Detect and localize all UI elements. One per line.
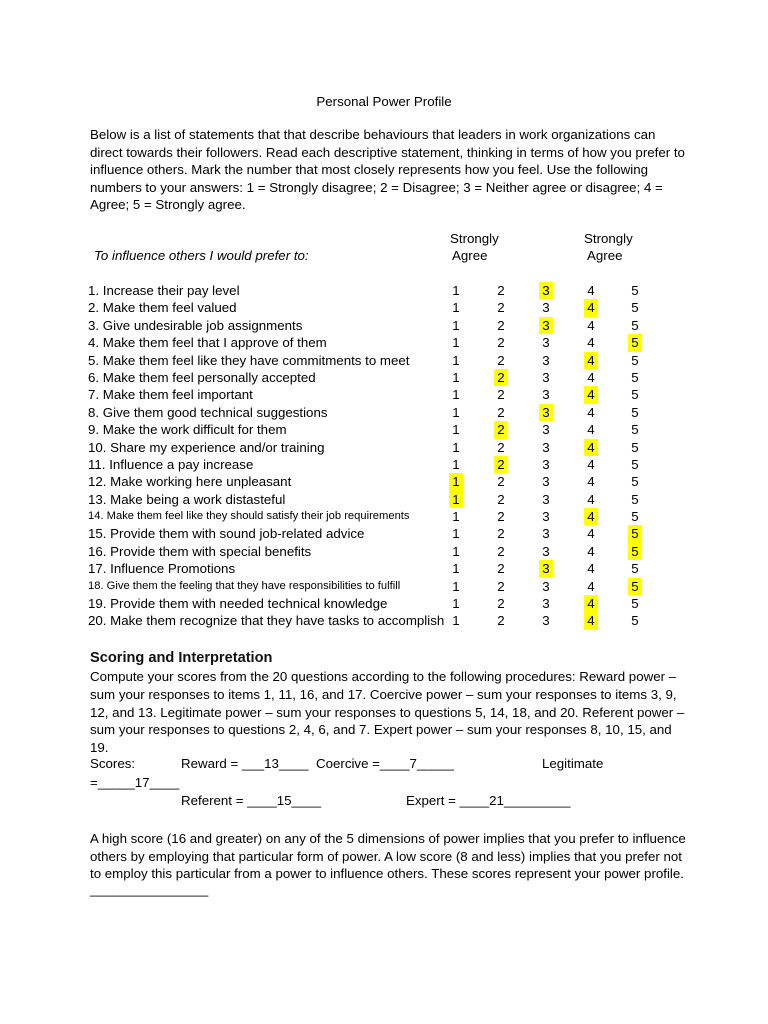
statement-text: 10. Share my experience and/or training — [88, 439, 325, 455]
rating-option: 4 — [587, 283, 595, 298]
scores-line-2 — [90, 793, 730, 811]
statement-text: 13. Make being a work distasteful — [88, 491, 286, 507]
selected-rating: 4 — [584, 439, 598, 456]
rating-option: 4 — [587, 578, 595, 594]
agree-left-label: Agree — [452, 248, 488, 263]
rating-option: 3 — [542, 578, 550, 594]
rating-option: 4 — [587, 456, 595, 472]
selected-rating: 2 — [494, 421, 508, 438]
table-header — [0, 231, 768, 271]
statement-text: 1. Increase their pay level — [88, 283, 240, 298]
statement-row — [0, 612, 768, 629]
statement-text: 17. Influence Promotions — [88, 561, 236, 577]
rating-option: 2 — [497, 561, 505, 577]
rating-option: 1 — [452, 317, 460, 333]
statement-row — [0, 525, 768, 542]
rating-option: 3 — [542, 439, 550, 455]
rating-option: 3 — [542, 422, 550, 438]
rating-option: 1 — [452, 283, 460, 298]
agree-right-label: Agree — [587, 248, 623, 263]
statement-text: 11. Influence a pay increase — [88, 456, 254, 472]
rating-option: 4 — [587, 543, 595, 559]
rating-option: 2 — [497, 352, 505, 368]
rating-option: 2 — [497, 404, 505, 420]
rating-option: 1 — [452, 404, 460, 420]
referent-score: Referent = ____15____ — [181, 793, 322, 808]
rating-option: 4 — [587, 317, 595, 333]
rating-option: 4 — [587, 491, 595, 507]
strongly-left-label: Strongly — [450, 231, 499, 246]
statement-row — [0, 386, 768, 403]
rating-option: 4 — [587, 422, 595, 438]
rating-option: 5 — [631, 422, 639, 438]
rating-option: 4 — [587, 526, 595, 542]
rating-option: 2 — [497, 335, 505, 351]
strongly-right-label: Strongly — [584, 231, 633, 246]
rating-option: 4 — [587, 335, 595, 351]
selected-rating: 4 — [584, 352, 598, 369]
rating-option: 2 — [497, 596, 505, 612]
statement-text: 2. Make them feel valued — [88, 300, 237, 316]
rating-option: 1 — [452, 439, 460, 455]
prefer-heading: To influence others I would prefer to: — [94, 248, 309, 263]
rating-option: 1 — [452, 352, 460, 368]
selected-rating: 4 — [584, 299, 598, 316]
rating-option: 4 — [587, 474, 595, 490]
statement-text: 19. Provide them with needed technical knowledge — [88, 596, 388, 612]
rating-option: 5 — [631, 317, 639, 333]
rating-option: 2 — [497, 474, 505, 490]
rating-option: 2 — [497, 317, 505, 333]
statement-text: 9. Make the work difficult for them — [88, 422, 287, 438]
rating-option: 5 — [631, 509, 639, 525]
selected-rating: 4 — [584, 612, 598, 629]
selected-rating: 4 — [584, 595, 598, 612]
statement-row — [0, 560, 768, 577]
rating-option: 5 — [631, 596, 639, 612]
selected-rating: 3 — [539, 560, 553, 577]
selected-rating: 1 — [449, 491, 463, 508]
rating-option: 3 — [542, 509, 550, 525]
rating-option: 1 — [452, 526, 460, 542]
selected-rating: 3 — [539, 282, 553, 299]
statement-row — [0, 473, 768, 490]
legitimate-score: =_____17____ — [90, 775, 180, 790]
rating-option: 5 — [631, 561, 639, 577]
rating-option: 1 — [452, 561, 460, 577]
statement-row — [0, 334, 768, 351]
statement-row — [0, 595, 768, 612]
rating-option: 5 — [631, 387, 639, 403]
statement-text: 15. Provide them with sound job-related advice — [88, 526, 365, 542]
statement-text: 14. Make them feel like they should satisfy their job requirements — [88, 510, 410, 523]
rating-option: 1 — [452, 578, 460, 594]
scores-label: Scores: — [90, 756, 136, 771]
statement-row — [0, 317, 768, 334]
rating-option: 2 — [497, 578, 505, 594]
closing-rule: ________________ — [90, 882, 209, 897]
selected-rating: 3 — [539, 317, 553, 334]
rating-option: 3 — [542, 474, 550, 490]
selected-rating: 4 — [584, 508, 598, 525]
rating-option: 5 — [631, 456, 639, 472]
rating-option: 2 — [497, 387, 505, 403]
rating-option: 2 — [497, 613, 505, 629]
rating-option: 1 — [452, 543, 460, 559]
rating-option: 3 — [542, 543, 550, 559]
rating-option: 4 — [587, 561, 595, 577]
rating-option: 4 — [587, 404, 595, 420]
selected-rating: 4 — [584, 386, 598, 403]
statement-row — [0, 456, 768, 473]
rating-option: 1 — [452, 369, 460, 385]
rating-option: 3 — [542, 596, 550, 612]
rating-option: 2 — [497, 526, 505, 542]
selected-rating: 2 — [494, 456, 508, 473]
rating-option: 5 — [631, 283, 639, 298]
rating-option: 3 — [542, 300, 550, 316]
rating-option: 2 — [497, 509, 505, 525]
statement-row — [0, 543, 768, 560]
rating-option: 5 — [631, 369, 639, 385]
rating-option: 1 — [452, 613, 460, 629]
rating-option: 1 — [452, 509, 460, 525]
selected-rating: 5 — [628, 334, 642, 351]
rating-option: 2 — [497, 439, 505, 455]
rating-option: 5 — [631, 491, 639, 507]
statement-text: 3. Give undesirable job assignments — [88, 317, 303, 333]
rating-option: 3 — [542, 526, 550, 542]
statement-text: 18. Give them the feeling that they have responsibilities to fulfill — [88, 579, 401, 592]
rating-option: 4 — [587, 369, 595, 385]
rating-option: 2 — [497, 300, 505, 316]
rating-option: 3 — [542, 387, 550, 403]
rating-option: 2 — [497, 491, 505, 507]
rating-option: 5 — [631, 404, 639, 420]
scoring-paragraph: Compute your scores from the 20 questions according to the following procedures: Reward power –sum your responses to items 1, 11, 16, and 17. Coercive power – sum your responses to items 3, 9, 12, and 13. Legitimate power – sum your responses to questions 5, 14, 18, and 20. Referent power – sum your responses to questions 2, 4, 6, and 7. Expert power – sum your responses 8, 10, 15, and 19. — [90, 669, 685, 756]
rating-option: 3 — [542, 369, 550, 385]
closing-paragraph: A high score (16 and greater) on any of the 5 dimensions of power implies that you prefer to influence others by employing that particular form of power. A low score (8 and less) implies that you prefer not to employ this particular from a power to influence others. These scores represent your power profile. — [90, 831, 686, 882]
rating-option: 3 — [542, 352, 550, 368]
statement-row — [0, 439, 768, 456]
statement-text: 4. Make them feel that I approve of them — [88, 335, 327, 351]
rating-option: 2 — [497, 543, 505, 559]
expert-score: Expert = ____21_________ — [406, 793, 571, 808]
scoring-heading: Scoring and Interpretation — [90, 650, 273, 666]
page-title: Personal Power Profile — [316, 94, 452, 109]
rating-option: 3 — [542, 613, 550, 629]
statement-row — [0, 421, 768, 438]
statement-text: 20. Make them recognize that they have tasks to accomplish — [88, 613, 445, 629]
rating-option: 1 — [452, 387, 460, 403]
rating-option: 5 — [631, 613, 639, 629]
rating-option: 1 — [452, 596, 460, 612]
legitimate-label: Legitimate — [542, 756, 604, 771]
statement-row — [0, 491, 768, 508]
selected-rating: 5 — [628, 543, 642, 560]
rating-option: 5 — [631, 439, 639, 455]
rating-option: 3 — [542, 456, 550, 472]
rating-option: 1 — [452, 456, 460, 472]
intro-paragraph: Below is a list of statements that that describe behaviours that leaders in work organizations can direct towards their followers. Read each descriptive statement, thinking in terms of how you prefer to influence others. Mark the number that most closely represents how you feel. Use the following numbers to your answers: 1 = Strongly disagree; 2 = Disagree; 3 = Neither agree or disagree; 4 = Agree; 5 = Strongly agree. — [90, 127, 685, 213]
statement-text: 16. Provide them with special benefits — [88, 543, 312, 559]
statement-list — [0, 282, 768, 630]
rating-option: 1 — [452, 422, 460, 438]
statement-row — [0, 282, 768, 299]
statement-row — [0, 404, 768, 421]
coercive-score: Coercive =____7_____ — [316, 756, 454, 771]
rating-option: 3 — [542, 491, 550, 507]
statement-text: 5. Make them feel like they have commitments to meet — [88, 352, 410, 368]
selected-rating: 5 — [628, 525, 642, 542]
scores-line — [90, 756, 730, 774]
statement-row — [0, 578, 768, 595]
rating-option: 3 — [542, 335, 550, 351]
reward-score: Reward = ___13____ — [181, 756, 309, 771]
rating-option: 1 — [452, 335, 460, 351]
selected-rating: 3 — [539, 404, 553, 421]
selected-rating: 5 — [628, 578, 642, 595]
rating-option: 2 — [497, 283, 505, 298]
statement-row — [0, 299, 768, 316]
rating-option: 5 — [631, 474, 639, 490]
statement-row — [0, 369, 768, 386]
statement-row — [0, 352, 768, 369]
statement-text: 8. Give them good technical suggestions — [88, 404, 328, 420]
rating-option: 5 — [631, 300, 639, 316]
selected-rating: 2 — [494, 369, 508, 386]
selected-rating: 1 — [449, 473, 463, 490]
statement-text: 7. Make them feel important — [88, 387, 253, 403]
statement-text: 12. Make working here unpleasant — [88, 474, 292, 490]
rating-option: 1 — [452, 300, 460, 316]
statement-text: 6. Make them feel personally accepted — [88, 369, 316, 385]
statement-row — [0, 508, 768, 525]
rating-option: 5 — [631, 352, 639, 368]
